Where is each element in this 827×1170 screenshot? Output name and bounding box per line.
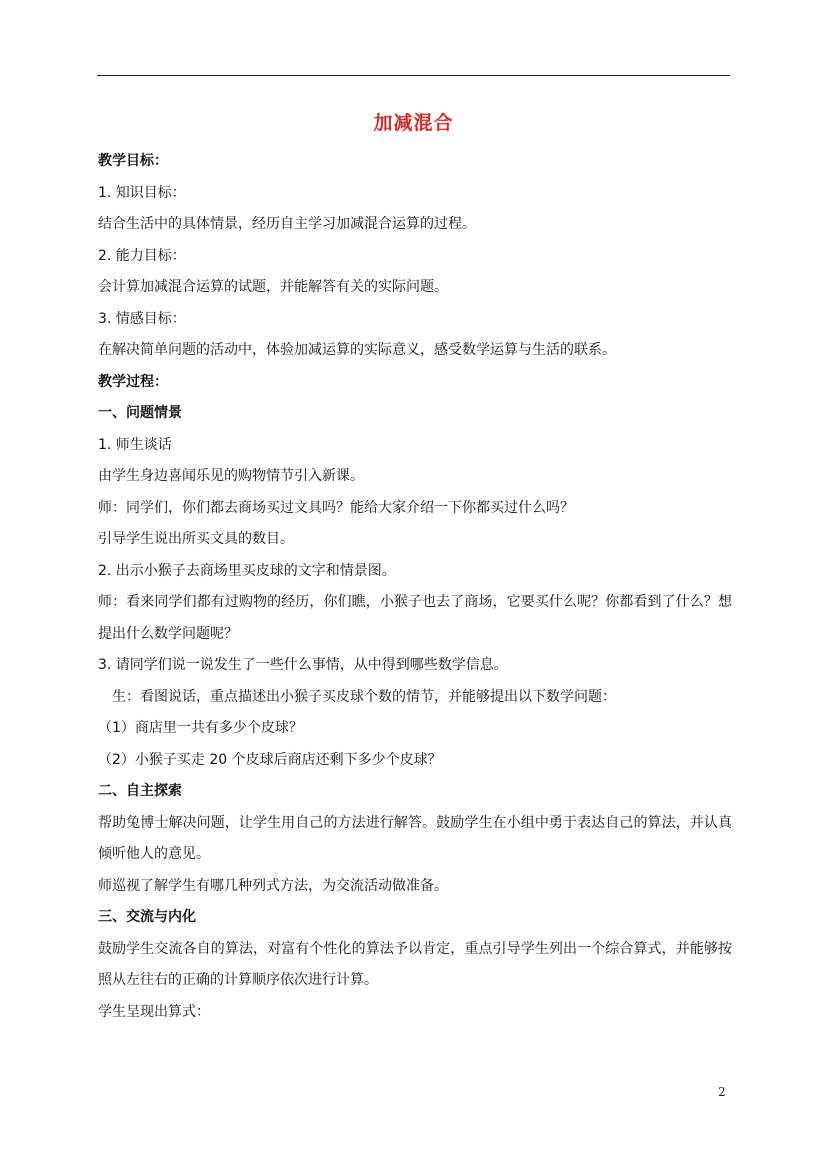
- section-heading: 教学过程：: [98, 373, 168, 390]
- section-heading: 教学目标：: [98, 153, 168, 169]
- paragraph: 师：看来同学们都有过购物的经历，你们瞧，小猴子也去了商场，它要买什么呢？你都看到了什么？想提出什么数学问题呢？: [98, 594, 732, 642]
- paragraph: 帮助兔博士解决问题，让学生用自己的方法进行解答。鼓励学生在小组中勇于表达自己的算法，并认真倾听他人的意见。: [98, 814, 732, 862]
- paragraph: 1. 师生谈话: [98, 436, 172, 453]
- paragraph: 2. 出示小猴子去商场里买皮球的文字和情景图。: [98, 562, 396, 579]
- section-heading: 一、问题情景: [98, 405, 182, 421]
- paragraph: 会计算加减混合运算的试题，并能解答有关的实际问题。: [98, 279, 448, 295]
- paragraph: 由学生身边喜闻乐见的购物情节引入新课。: [98, 468, 364, 484]
- section-heading: 二、自主探索: [98, 783, 182, 799]
- paragraph: 2. 能力目标：: [98, 247, 186, 264]
- paragraph: 生：看图说话，重点描述出小猴子买皮球个数的情节，并能够提出以下数学问题：: [112, 688, 616, 705]
- paragraph: 引导学生说出所买文具的数目。: [98, 531, 294, 547]
- page-number: 2: [718, 1085, 726, 1099]
- paragraph: 结合生活中的具体情景，经历自主学习加减混合运算的过程。: [98, 216, 476, 232]
- header-rule: [97, 75, 730, 76]
- paragraph: 学生呈现出算式：: [98, 1003, 210, 1020]
- paragraph: 师：同学们，你们都去商场买过文具吗？能给大家介绍一下你都买过什么吗？: [98, 499, 574, 516]
- paragraph: 3. 情感目标：: [98, 310, 186, 327]
- section-heading: 三、交流与内化: [98, 909, 196, 925]
- page-title: 加减混合: [373, 112, 454, 134]
- paragraph: 1. 知识目标：: [98, 184, 186, 201]
- paragraph: （1）商店里一共有多少个皮球？: [98, 720, 303, 736]
- paragraph: 在解决简单问题的活动中，体验加减运算的实际意义，感受数学运算与生活的联系。: [98, 342, 616, 358]
- paragraph: 3. 请同学们说一说发生了一些什么事情，从中得到哪些数学信息。: [98, 657, 508, 673]
- paragraph: 鼓励学生交流各自的算法，对富有个性化的算法予以肯定，重点引导学生列出一个综合算式，并能够按照从左往右的正确的计算顺序依次进行计算。: [98, 940, 732, 988]
- document-body: [98, 146, 732, 1028]
- paragraph: 师巡视了解学生有哪几种列式方法，为交流活动做准备。: [98, 877, 448, 894]
- paragraph: （2）小猴子买走 20 个皮球后商店还剩下多少个皮球？: [98, 751, 442, 768]
